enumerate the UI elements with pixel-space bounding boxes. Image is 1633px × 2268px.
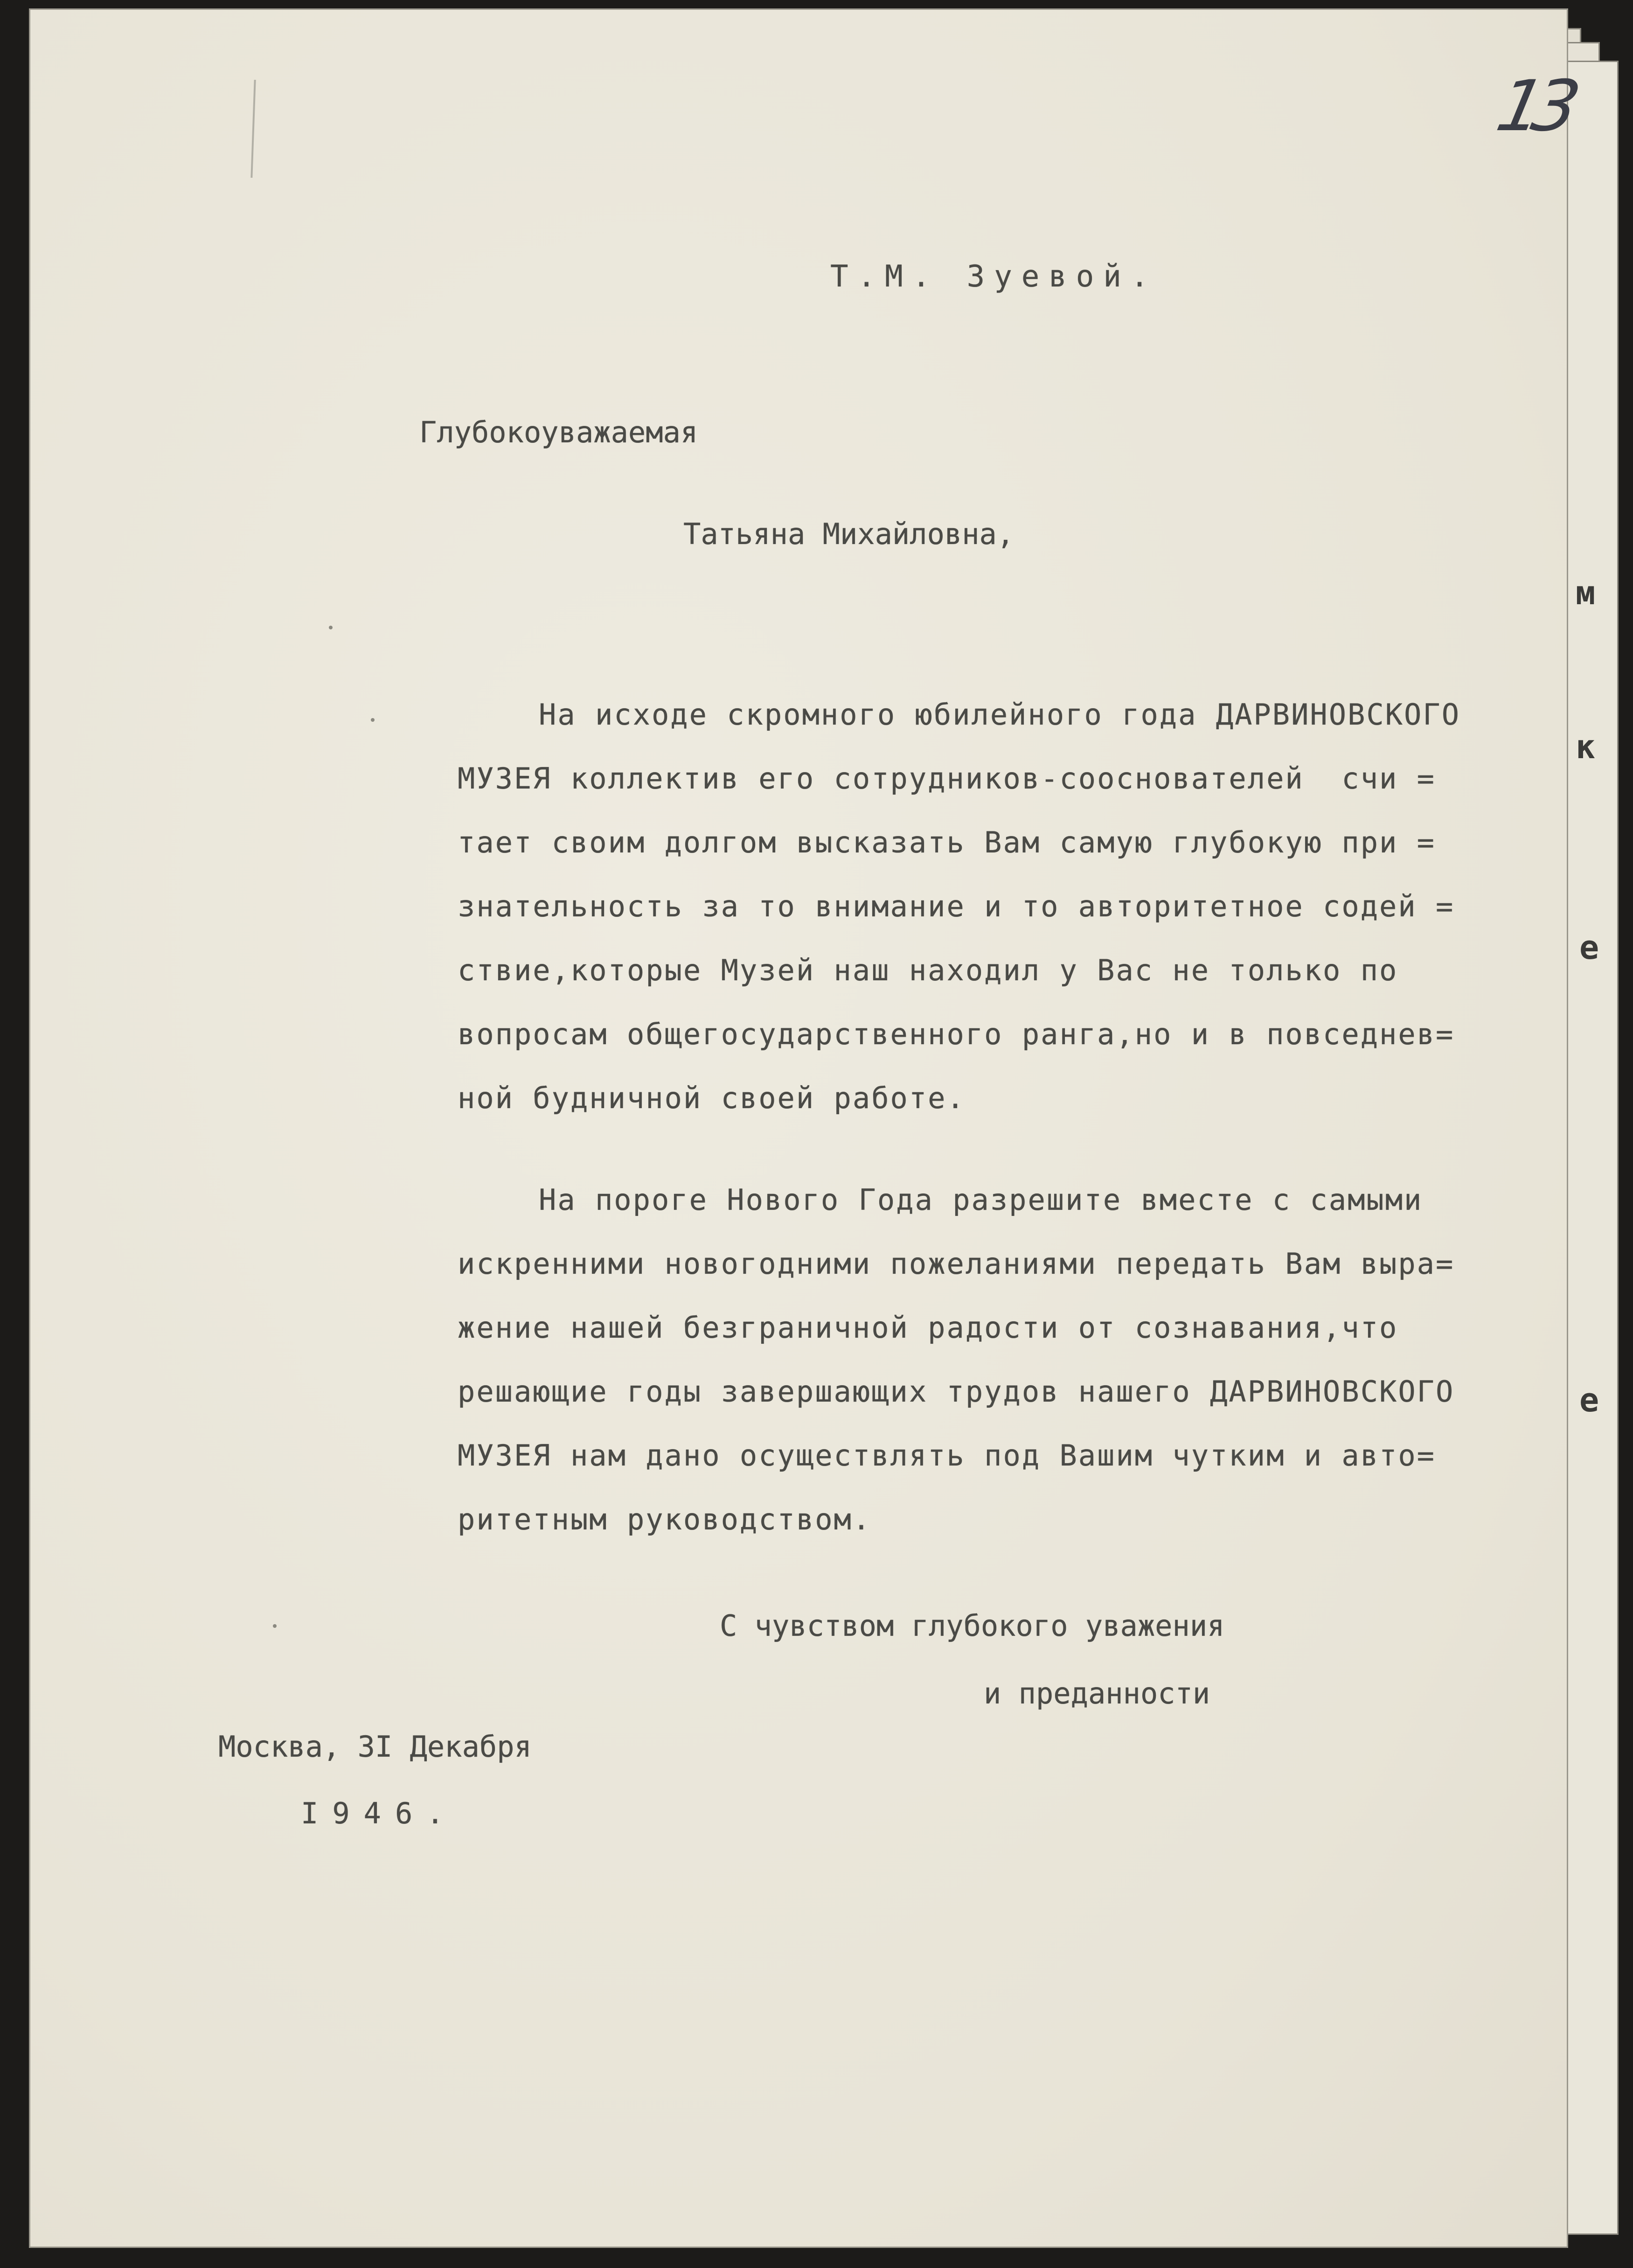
paragraph1-line: ствие,которые Музей наш находил у Вас не только по <box>458 953 1398 987</box>
pencil-mark <box>250 80 256 178</box>
salutation-line-1: Глубокоуважаемая <box>419 415 698 449</box>
paragraph1-line: тает своим долгом высказать Вам самую глубокую при = <box>458 825 1436 859</box>
paragraph2-line: ритетным руководством. <box>458 1502 872 1536</box>
back-sheet-text-fragment: м <box>1576 574 1596 612</box>
addressee: Т.М. Зуевой. <box>830 259 1158 294</box>
back-sheet-text-fragment: е <box>1579 1381 1599 1419</box>
paragraph1-line: ной будничной своей работе. <box>458 1081 966 1115</box>
paragraph2-line: МУЗЕЯ нам дано осуществлять под Вашим чутким и авто= <box>458 1438 1436 1472</box>
folio-number: 13 <box>1490 66 1578 147</box>
paragraph1-line: вопросам общегосударственного ранга,но и в повседнев= <box>458 1017 1455 1051</box>
back-sheet-text-fragment: е <box>1579 928 1599 967</box>
date-line-1: Москва, 3I Декабря <box>218 1730 532 1764</box>
paragraph1-line: МУЗЕЯ коллектив его сотрудников-сооснователей счи = <box>458 761 1436 796</box>
paragraph1-line: знательность за то внимание и то авторитетное содей = <box>458 889 1455 923</box>
closing-line-1: С чувством глубокого уважения <box>720 1609 1225 1643</box>
salutation-line-2: Татьяна Михайловна, <box>683 517 1015 551</box>
closing-line-2: и преданности <box>984 1676 1210 1710</box>
back-sheet-text-fragment: к <box>1576 728 1596 766</box>
letter-page <box>29 8 1578 2248</box>
paragraph2-line: решающие годы завершающих трудов нашего ДАРВИНОВСКОГО <box>458 1375 1455 1409</box>
paper-speck <box>273 1624 277 1628</box>
paper-speck <box>371 718 375 722</box>
paragraph2-line: На пороге Нового Года разрешите вместе с самыми <box>539 1183 1423 1217</box>
paragraph1-line: На исходе скромного юбилейного года ДАРВИНОВСКОГО <box>539 698 1461 732</box>
paragraph2-line: жение нашей безграничной радости от сознавания,что <box>458 1311 1398 1345</box>
date-line-2: I946. <box>301 1796 458 1830</box>
paragraph2-line: искренними новогодними пожеланиями передать Вам выра= <box>458 1247 1455 1281</box>
paper-speck <box>329 626 333 629</box>
